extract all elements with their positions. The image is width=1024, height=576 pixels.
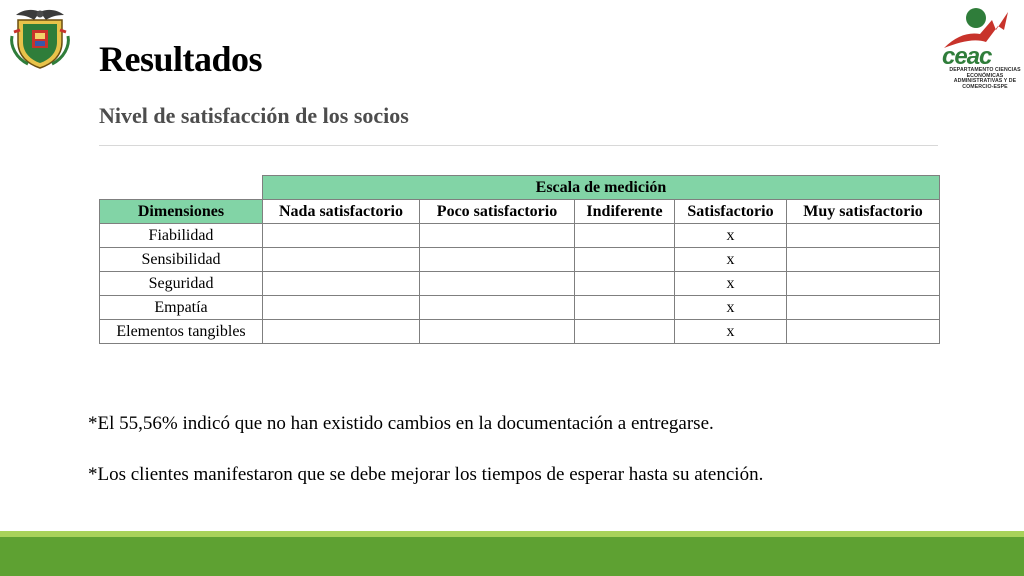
rating-cell xyxy=(263,296,420,320)
scale-group-header: Escala de medición xyxy=(263,176,940,200)
slide-title: Resultados xyxy=(99,39,263,79)
rating-cell xyxy=(263,224,420,248)
dimension-cell: Empatía xyxy=(100,296,263,320)
dimension-cell: Sensibilidad xyxy=(100,248,263,272)
satisfaction-table xyxy=(99,175,940,344)
note-paragraph: *Los clientes manifestaron que se debe mejorar los tiempos de esperar hasta su atención. xyxy=(88,464,764,485)
column-header: Muy satisfactorio xyxy=(787,200,940,224)
rating-cell xyxy=(263,320,420,344)
table-corner-blank xyxy=(100,176,263,200)
table-row xyxy=(100,320,940,344)
rating-cell xyxy=(575,296,675,320)
column-header: Indiferente xyxy=(575,200,675,224)
dimension-cell: Fiabilidad xyxy=(100,224,263,248)
rating-cell xyxy=(263,248,420,272)
rating-cell: x xyxy=(675,272,787,296)
svg-text:ceac: ceac xyxy=(942,43,992,68)
coat-of-arms-logo-icon xyxy=(6,6,74,70)
rating-cell: x xyxy=(675,320,787,344)
rating-cell xyxy=(787,296,940,320)
table-group-header-row xyxy=(100,176,940,200)
column-header: Dimensiones xyxy=(100,200,263,224)
rating-cell: x xyxy=(675,248,787,272)
table-header-row xyxy=(100,200,940,224)
table-row xyxy=(100,272,940,296)
ceac-mark-icon xyxy=(934,6,1022,68)
rating-cell xyxy=(787,248,940,272)
rating-cell xyxy=(575,248,675,272)
rating-cell xyxy=(420,224,575,248)
rating-cell xyxy=(575,224,675,248)
dimension-cell: Seguridad xyxy=(100,272,263,296)
rating-cell xyxy=(787,224,940,248)
rating-cell xyxy=(420,296,575,320)
column-header: Nada satisfactorio xyxy=(263,200,420,224)
table-row xyxy=(100,248,940,272)
slide-subtitle: Nivel de satisfacción de los socios xyxy=(99,103,409,128)
rating-cell xyxy=(575,272,675,296)
rating-cell: x xyxy=(675,224,787,248)
table-row xyxy=(100,224,940,248)
rating-cell xyxy=(263,272,420,296)
column-header: Satisfactorio xyxy=(675,200,787,224)
rating-cell xyxy=(787,272,940,296)
dimension-cell: Elementos tangibles xyxy=(100,320,263,344)
rating-cell xyxy=(420,272,575,296)
ceac-logo xyxy=(934,6,1022,90)
divider xyxy=(99,145,938,146)
table-row xyxy=(100,296,940,320)
rating-cell xyxy=(787,320,940,344)
note-paragraph: *El 55,56% indicó que no han existido cambios en la documentación a entregarse. xyxy=(88,413,714,434)
rating-cell: x xyxy=(675,296,787,320)
rating-cell xyxy=(575,320,675,344)
footer-bar xyxy=(0,537,1024,576)
column-header: Poco satisfactorio xyxy=(420,200,575,224)
rating-cell xyxy=(420,248,575,272)
ceac-tagline: DEPARTAMENTO CIENCIAS ECONÓMICAS ADMINISTRATIVAS Y DE COMERCIO-ESPE xyxy=(949,67,1021,90)
rating-cell xyxy=(420,320,575,344)
